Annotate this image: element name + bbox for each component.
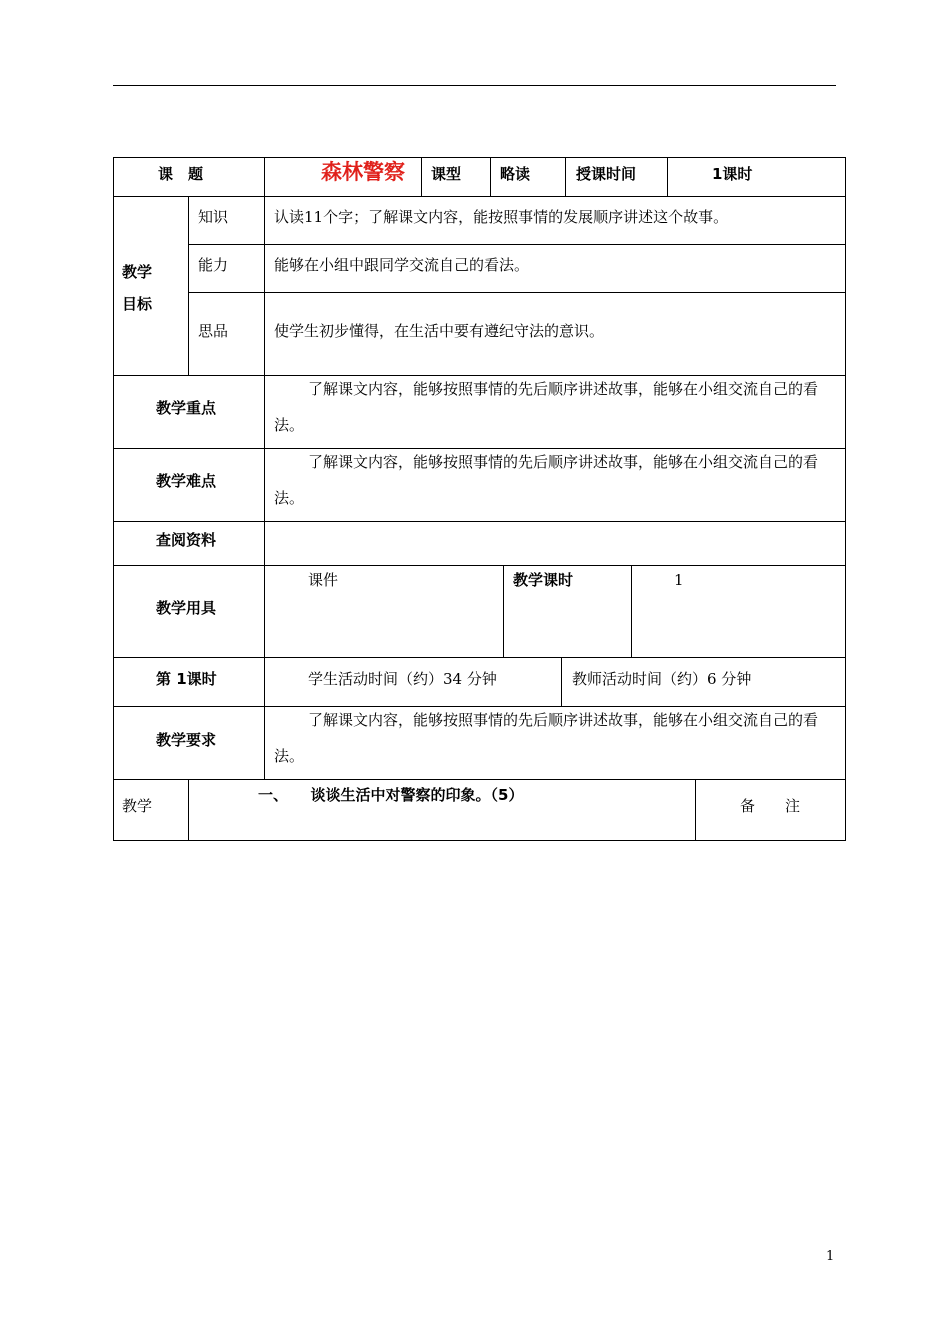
objective-knowledge-label: 知识 [198, 208, 229, 226]
tools-label: 教学用具 [156, 599, 217, 617]
key-points-text: 了解课文内容，能够按照事情的先后顺序讲述故事，能够在小组交流自己的看法。 [274, 380, 819, 434]
objective-morality-text: 使学生初步懂得，在生活中要有遵纪守法的意识。 [274, 322, 605, 340]
key-points-label: 教学重点 [156, 399, 217, 417]
objective-morality-label: 思品 [198, 322, 229, 340]
requirements-text: 了解课文内容，能够按照事情的先后顺序讲述故事，能够在小组交流自己的看法。 [274, 711, 819, 765]
header-rule [113, 85, 836, 86]
objective-knowledge-text: 认读11个字；了解课文内容，能按照事情的发展顺序讲述这个故事。 [274, 208, 729, 226]
period-label: 第 1课时 [156, 670, 217, 688]
lesson-label: 课 题 [158, 165, 204, 183]
time-value: 1课时 [712, 165, 753, 183]
objective-ability-label: 能力 [198, 256, 229, 274]
type-value: 略读 [500, 165, 531, 183]
references-label: 查阅资料 [156, 531, 217, 549]
requirements-label: 教学要求 [156, 731, 217, 749]
student-time: 学生活动时间（约）34 分钟 [308, 670, 497, 688]
page-number: 1 [826, 1249, 835, 1264]
process-label: 教学 [122, 797, 153, 815]
tools-value: 课件 [308, 571, 339, 589]
lesson-title: 森林警察 [321, 160, 405, 184]
hours-value: 1 [674, 571, 684, 589]
hours-label: 教学课时 [513, 571, 574, 589]
objective-ability-text: 能够在小组中跟同学交流自己的看法。 [274, 256, 530, 274]
objectives-label: 教学目标 [122, 263, 153, 313]
difficulties-label: 教学难点 [156, 472, 217, 490]
time-label: 授课时间 [576, 165, 637, 183]
difficulties-text: 了解课文内容，能够按照事情的先后顺序讲述故事，能够在小组交流自己的看法。 [274, 453, 819, 507]
teacher-time: 教师活动时间（约）6 分钟 [572, 670, 752, 688]
notes-label: 备 注 [740, 797, 801, 815]
type-label: 课型 [431, 165, 462, 183]
process-item: 一、 谈谈生活中对警察的印象。（5） [258, 786, 524, 804]
